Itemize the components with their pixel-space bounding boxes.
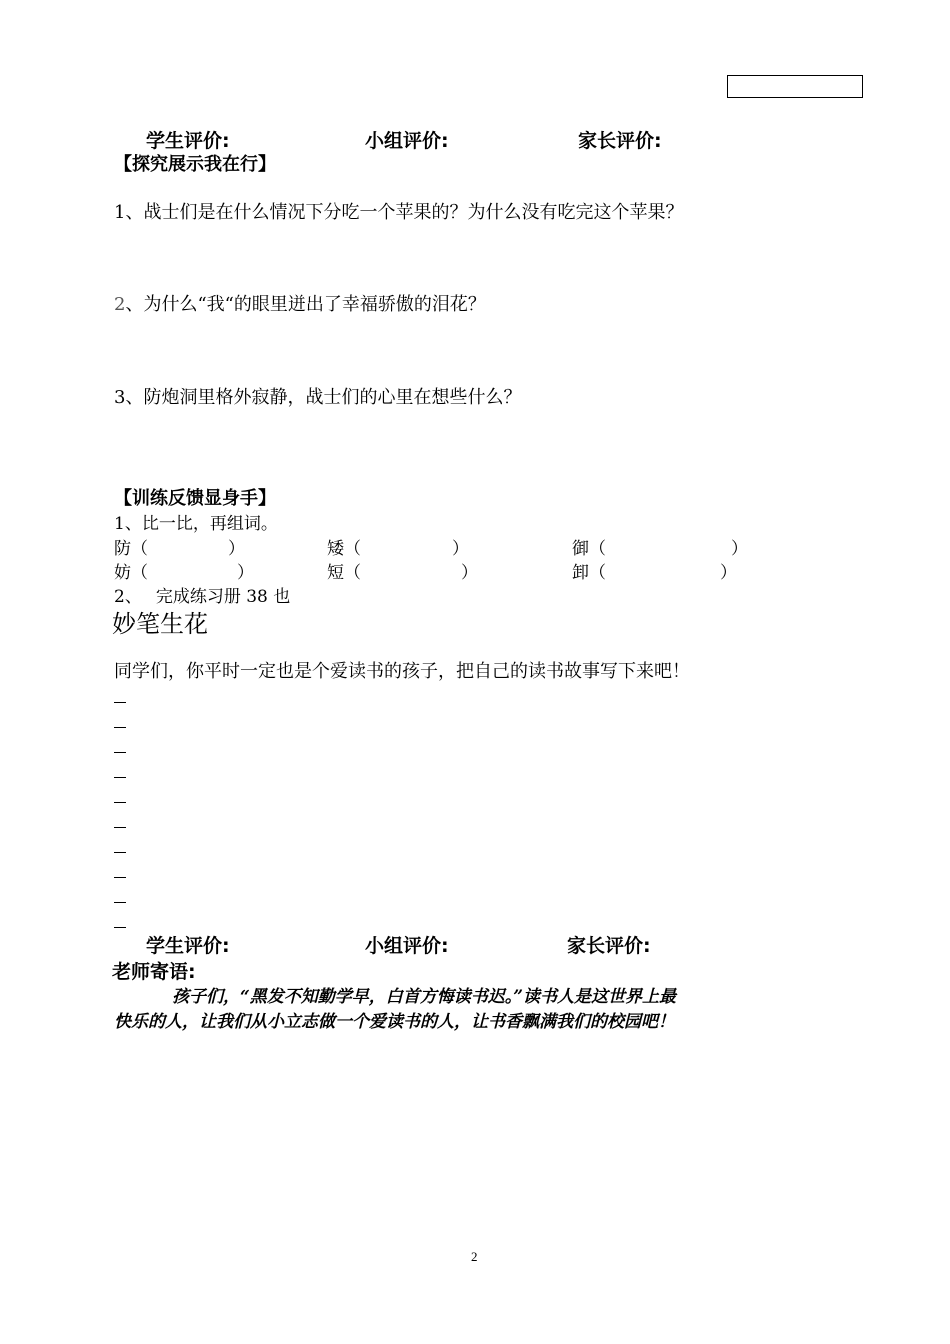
writing-line[interactable]	[114, 702, 126, 703]
page-number: 2	[471, 1249, 478, 1264]
parent-eval-label: 家长评价:	[567, 935, 651, 957]
word-row-2-b-open: 短（	[327, 563, 361, 583]
train-item-2-number: 2、	[114, 587, 142, 607]
writing-line[interactable]	[114, 902, 126, 903]
word-row-2-c-open: 卸（	[572, 563, 606, 583]
question-1: 1、战士们是在什么情况下分吃一个苹果的？为什么没有吃完这个苹果？	[114, 202, 684, 223]
question-2	[114, 290, 486, 316]
train-item-1: 1、比一比，再组词。	[114, 514, 278, 534]
student-eval-label: 学生评价:	[146, 130, 230, 152]
train-item-2-text: 完成练习册 38 也	[155, 587, 291, 607]
writing-line[interactable]	[114, 927, 126, 928]
writing-line[interactable]	[114, 852, 126, 853]
word-row-1-b-open: 矮（	[327, 539, 361, 559]
parent-eval-label: 家长评价:	[578, 130, 662, 152]
word-row-2-c-close: ）	[720, 563, 737, 583]
group-eval-label: 小组评价:	[365, 130, 449, 152]
word-row-1-a-close: ）	[228, 539, 245, 559]
teacher-message-label: 老师寄语:	[112, 961, 196, 983]
teacher-message-line-1: 孩子们，“黑发不知勤学早，白首方悔读书迟。”读书人是这世界上最	[172, 987, 677, 1007]
word-row-2-a-close: ）	[237, 563, 254, 583]
writing-line[interactable]	[114, 877, 126, 878]
question-2-number: 2	[114, 294, 126, 315]
writing-line[interactable]	[114, 752, 126, 753]
teacher-message-line-2: 快乐的人，让我们从小立志做一个爱读书的人，让书香飘满我们的校园吧！	[114, 1012, 675, 1032]
word-row-1-b-close: ）	[452, 539, 469, 559]
question-3: 3、防炮洞里格外寂静，战士们的心里在想些什么？	[114, 387, 522, 408]
writing-line[interactable]	[114, 802, 126, 803]
question-2-text: 、为什么“我“的眼里迸出了幸福骄傲的泪花？	[125, 294, 486, 315]
writing-line[interactable]	[114, 727, 126, 728]
train-heading: 【训练反馈显身手】	[114, 488, 276, 509]
word-row-1-c-close: ）	[731, 539, 748, 559]
writing-heading: 妙笔生花	[112, 610, 208, 638]
word-row-2-b-close: ）	[461, 563, 478, 583]
writing-prompt: 同学们，你平时一定也是个爱读书的孩子，把自己的读书故事写下来吧！	[114, 661, 690, 682]
student-eval-label: 学生评价:	[146, 935, 230, 957]
word-row-1-a-open: 防（	[114, 539, 148, 559]
explore-heading: 【探究展示我在行】	[114, 154, 276, 175]
writing-line[interactable]	[114, 827, 126, 828]
word-row-2-a-open: 妨（	[114, 563, 148, 583]
group-eval-label: 小组评价:	[365, 935, 449, 957]
score-box	[727, 75, 863, 98]
word-row-1-c-open: 御（	[572, 539, 606, 559]
writing-line[interactable]	[114, 777, 126, 778]
